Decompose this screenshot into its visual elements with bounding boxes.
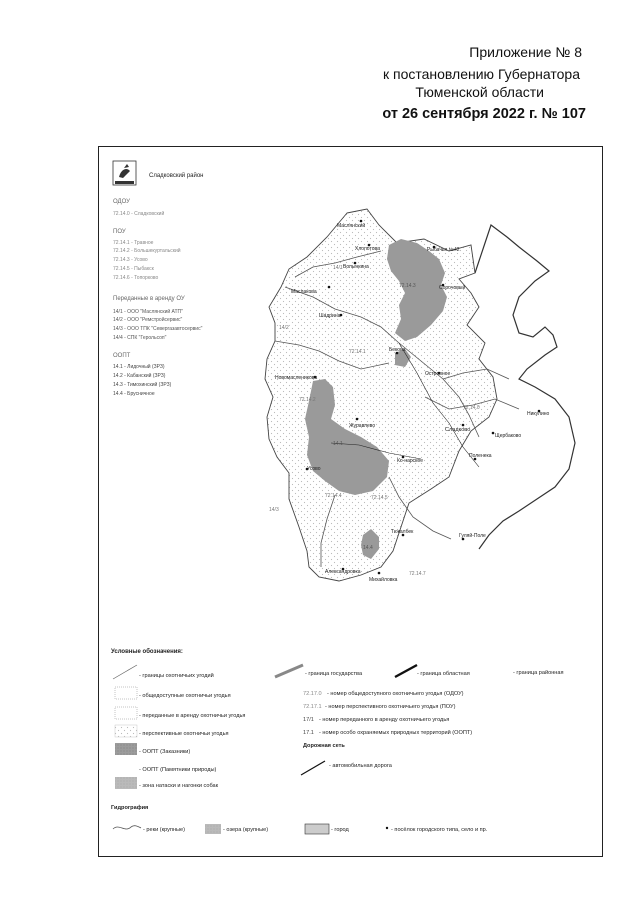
legend-code-desc: - номер общедоступного охотничьего угодья (ОДОУ): [327, 691, 464, 697]
legend-dog-zone: - зона натаски и нагонки собак: [139, 783, 219, 789]
place-label: Бекова: [389, 347, 406, 353]
appendix-title: Приложение № 8: [469, 44, 582, 60]
lease-item: 14/4 - СПК "Герольсоп": [113, 335, 167, 341]
legend-district-border: - граница районная: [513, 670, 564, 676]
legend-settlement: - посёлок городского типа, село и пр.: [391, 827, 488, 833]
legend-code: 17/1: [303, 717, 314, 723]
lease-heading: Переданные в аренду ОУ: [113, 296, 185, 302]
district-title: Сладковский район: [149, 173, 204, 179]
pou-item: 72.14.2 - Большекуртальский: [113, 248, 181, 254]
district-emblem-icon: [113, 161, 136, 185]
legend-hydro-heading: Гидрография: [111, 805, 149, 811]
legend-oopt-reserve: - ООПТ (Заказники): [139, 749, 191, 755]
resolution-line: к постановлению Губернатора: [382, 66, 580, 82]
legend-code: 72.17.1: [303, 704, 322, 710]
pou-heading: ПОУ: [113, 229, 126, 235]
legend-oopt-monument: - ООПТ (Памятники природы): [139, 767, 217, 773]
place-label: Поленека: [469, 453, 492, 459]
place-label: Шадрина: [319, 313, 341, 319]
place-label: Сорочовый: [439, 285, 466, 291]
place-label: Ко-нарское: [397, 458, 423, 464]
region-line: Тюменской области: [415, 84, 544, 100]
zone-label: 72.14.5: [371, 495, 388, 501]
place-label: Маслакова: [291, 289, 317, 295]
legend-leased-lands: - переданные в аренду охотничьи угодья: [139, 713, 246, 719]
zone-label: 72.14.2: [299, 397, 316, 403]
zone-label: 14.4: [363, 545, 373, 551]
place-label: Гуляй-Поле: [459, 533, 486, 539]
place-label: Новомасленикова: [275, 375, 318, 381]
zone-label: 72.14.1: [349, 349, 366, 355]
oopt-heading: ООПТ: [113, 353, 131, 359]
legend-lakes: - озера (крупные): [223, 827, 269, 833]
oopt-item: 14.2 - Кабанский (ЗРЗ): [113, 373, 166, 379]
pou-item: 72.14.6 - Топорково: [113, 275, 159, 281]
legend-code-desc: - номер переданного в аренду охотничьего угодья: [319, 717, 450, 723]
lease-item: 14/3 - ООО ТПК "Севергазавтосервис": [113, 326, 203, 332]
pou-item: 72.14.3 - Усово: [113, 257, 148, 263]
zone-label: 72.14.7: [409, 571, 426, 577]
district-territory: [265, 209, 497, 581]
legend-hunting-border: - границы охотничьих угодий: [139, 673, 214, 679]
oopt-item: 14.4 - Брусничное: [113, 391, 155, 397]
zone-label: 14.1: [333, 441, 343, 447]
place-label: Хлопотова: [355, 246, 380, 252]
zone-label: 72.14.4: [325, 493, 342, 499]
place-label: Рыбачья №42: [427, 247, 460, 253]
legend-state-border: - граница государства: [305, 671, 363, 677]
legend-code: 17.1: [303, 730, 314, 736]
zone-label: 72.14.0: [463, 405, 480, 411]
pou-item: 72.14.1 - Травное: [113, 240, 154, 246]
place-label: Тюкалбек: [391, 529, 414, 535]
legend-city: - город: [331, 827, 349, 833]
place-label: Сладково: [445, 427, 471, 433]
legend-road: - автомобильная дорога: [329, 763, 392, 769]
zone-label: 14/2: [279, 325, 289, 331]
place-label: Михайловка: [369, 577, 398, 583]
legend-road-heading: Дорожная сеть: [303, 743, 345, 749]
place-label: Александровка: [325, 569, 361, 575]
odou-heading: ОДОУ: [113, 199, 130, 205]
odou-item: 72.14.0 - Сладковский: [113, 211, 165, 217]
zone-label: 72.14.3: [399, 283, 416, 289]
pou-item: 72.14.5 - Пыбакск: [113, 266, 154, 272]
legend-prospective-lands: - перспективные охотничьи угодья: [139, 731, 229, 737]
place-label: Маслянский: [337, 223, 366, 229]
district-map: [99, 147, 604, 858]
legend-region-border: - граница областная: [417, 671, 470, 677]
lease-item: 14/1 - ООО "Маслянский АТП": [113, 309, 183, 315]
place-label: Никулино: [527, 411, 550, 417]
legend-code-desc: - номер особо охраняемых природных территорий (ООПТ): [319, 730, 473, 736]
lease-item: 14/2 - ООО "Ремстройсервис": [113, 317, 183, 323]
map-frame: [98, 146, 603, 857]
legend-code: 72.17.0: [303, 691, 322, 697]
legend-public-lands: - общедоступные охотничьи угодья: [139, 693, 231, 699]
place-label: Усово: [307, 466, 321, 472]
legend-heading: Условные обозначения:: [111, 649, 183, 655]
zone-label: 14/1: [333, 265, 343, 271]
oopt-item: 14.3 - Тимохинский (ЗРЗ): [113, 382, 172, 388]
date-line: от 26 сентября 2022 г. № 107: [382, 106, 586, 122]
zone-label: 14/3: [269, 507, 279, 513]
legend-code-desc: - номер перспективного охотничьего угодья (ПОУ): [325, 704, 456, 710]
oopt-item: 14.1 - Лидочный (ЗРЗ): [113, 364, 165, 370]
place-label: Волынкина: [343, 264, 369, 270]
place-label: Островное: [425, 371, 451, 377]
place-label: Щербаково: [495, 433, 522, 439]
place-label: Журавлево: [349, 423, 376, 429]
legend-rivers: - реки (крупные): [143, 827, 186, 833]
